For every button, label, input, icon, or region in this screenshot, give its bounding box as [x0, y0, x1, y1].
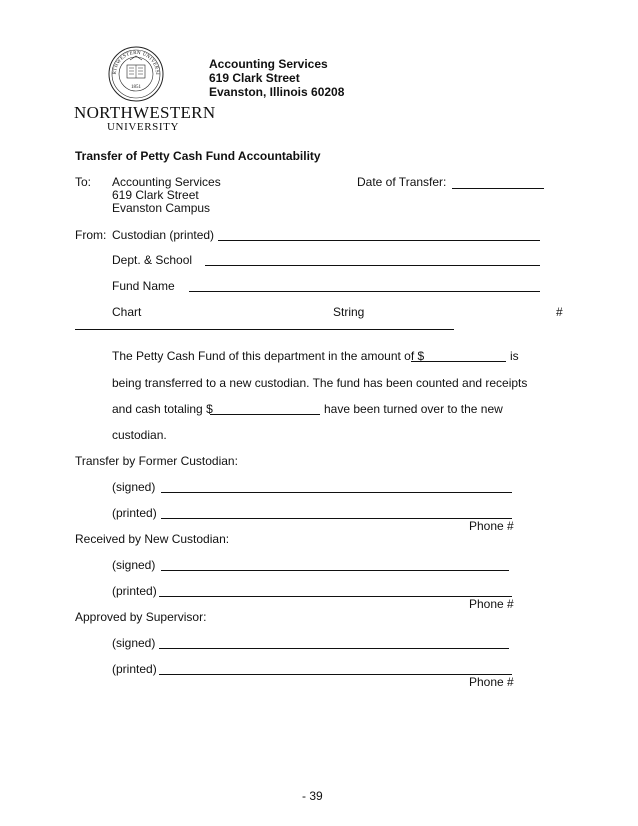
- custodian-printed-field[interactable]: [218, 240, 540, 241]
- custodian-printed-label: Custodian (printed): [112, 228, 215, 242]
- body-line-3-end: have been turned over to the new: [324, 402, 503, 416]
- address-line-2: 619 Clark Street: [209, 71, 300, 85]
- supervisor-printed-label: (printed): [112, 662, 157, 676]
- supervisor-signed-label: (signed): [112, 636, 156, 650]
- hash-label: #: [556, 305, 563, 319]
- address-line-3: Evanston, Illinois 60208: [209, 85, 345, 99]
- seal-year: 1851: [131, 85, 141, 90]
- university-seal-logo: [108, 46, 164, 102]
- logo-subtext: UNIVERSITY: [107, 121, 179, 133]
- supervisor-label: Approved by Supervisor:: [75, 610, 207, 624]
- supervisor-signed-field[interactable]: [159, 648, 509, 649]
- body-line-2: being transferred to a new custodian. The fund has been counted and receipts: [112, 376, 528, 390]
- dept-school-label: Dept. & School: [112, 253, 193, 267]
- former-printed-label: (printed): [112, 506, 157, 520]
- to-label: To:: [75, 175, 92, 189]
- former-signed-label: (signed): [112, 480, 156, 494]
- fund-name-label: Fund Name: [112, 279, 175, 293]
- new-printed-label: (printed): [112, 584, 157, 598]
- new-signed-field[interactable]: [161, 570, 509, 571]
- page-number: - 39: [302, 789, 323, 803]
- new-signed-label: (signed): [112, 558, 156, 572]
- to-line-2: 619 Clark Street: [112, 188, 199, 202]
- cash-total-field[interactable]: [210, 414, 320, 415]
- supervisor-phone-label: Phone #: [469, 675, 514, 689]
- former-signed-field[interactable]: [161, 492, 512, 493]
- logo-wordmark: NORTHWESTERN: [74, 103, 216, 122]
- date-of-transfer-label: Date of Transfer:: [357, 175, 447, 189]
- fund-amount-field[interactable]: [411, 361, 506, 362]
- to-line-1: Accounting Services: [112, 175, 221, 189]
- former-printed-field[interactable]: [161, 518, 512, 519]
- address-line-1: Accounting Services: [209, 57, 328, 71]
- new-custodian-label: Received by New Custodian:: [75, 532, 230, 546]
- chart-string-field[interactable]: [75, 329, 454, 330]
- new-printed-field[interactable]: [159, 596, 512, 597]
- form-title: Transfer of Petty Cash Fund Accountability: [75, 149, 321, 163]
- from-label: From:: [75, 228, 107, 242]
- chart-label: Chart: [112, 305, 142, 319]
- body-line-3-text: and cash totaling $: [112, 402, 213, 416]
- former-custodian-label: Transfer by Former Custodian:: [75, 454, 238, 468]
- date-of-transfer-field[interactable]: [452, 188, 544, 189]
- body-line-1-end: is: [510, 349, 519, 363]
- supervisor-printed-field[interactable]: [159, 674, 512, 675]
- new-phone-label: Phone #: [469, 597, 514, 611]
- fund-name-field[interactable]: [189, 291, 540, 292]
- seal-arc-text: RTHWESTERN UNIVERSI: [112, 50, 160, 75]
- to-line-3: Evanston Campus: [112, 201, 211, 215]
- former-phone-label: Phone #: [469, 519, 514, 533]
- body-line-1-text: The Petty Cash Fund of this department in the amount of $: [112, 349, 425, 363]
- dept-school-field[interactable]: [205, 265, 540, 266]
- string-label: String: [333, 305, 365, 319]
- body-line-4: custodian.: [112, 428, 167, 442]
